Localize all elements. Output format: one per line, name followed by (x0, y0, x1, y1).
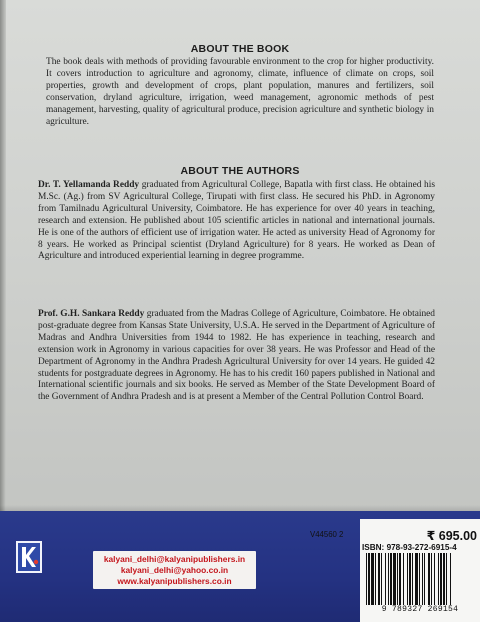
about-book-heading: ABOUT THE BOOK (190, 43, 290, 55)
author1-name: Dr. T. Yellamanda Reddy (38, 180, 140, 190)
about-authors-heading: ABOUT THE AUTHORS (180, 165, 300, 177)
contact-email-1[interactable]: kalyani_delhi@kalyanipublishers.in (103, 554, 246, 564)
barcode-digits: 9 789327 269154 (381, 605, 459, 614)
contact-website[interactable]: www.kalyanipublishers.co.in (117, 576, 232, 586)
about-book-text: The book deals with methods of providing favourable environment to the crop for higher productivity. It covers introduction to agriculture and agronomy, climate, influence of climate on crops, soil properties, growth and development of crops, plant population, manures and fertilizers, soil conservation, dryland agriculture, irrigation, weed management, agronomic methods of pest management, harvesting, quality of agricultural produce, precision agriculture and synthetic biology in agriculture. (46, 57, 434, 127)
author2-name: Prof. G.H. Sankara Reddy (38, 309, 145, 319)
author1-text: graduated from Agricultural College, Bapatla with first class. He obtained his M.Sc. (Ag.) from SV Agricultural College, Tirupati with first class. He secured his PhD. in Agronomy from Tamilnadu Agricultural University, Coimbatore. He has experience for over 40 years in teaching, research and extension. He published about 105 scientific articles in national and international journals. He is one of the authors of efficient use of irrigation water. He acted as university Head of Agronomy for 8 years. He worked as Principal scientist (Dryland Agriculture) for 8 years. He worked as Dean of Agriculture and introduced experiential learning in degree programme. (38, 180, 435, 262)
author2-bio (38, 309, 435, 404)
price: ₹ 695.00 (426, 529, 477, 543)
isbn: ISBN: 978-93-272-6915-4 (362, 543, 457, 552)
barcode-icon (364, 553, 476, 608)
author2-text: graduated from the Madras College of Agriculture, Coimbatore. He obtained post-graduate degree from Kansas State University, U.S.A. He served in the Department of Agriculture of Madras and Andhra Universities from 1944 to 1982. He has experience in teaching, research and extension work in Agronomy in various capacities for over 38 years. He was Professor and Head of the Department of Agronomy in the Andhra Pradesh Agricultural University for over 14 years. He guided 42 students for postgraduate degrees in Agronomy. He has to his credit 160 papers published in National and International scientific journals and six books. He served as Member of the State Development Board of the Government of Andhra Pradesh and is at present a Member of the Central Pollution Control Board. (38, 309, 435, 403)
author1-bio (38, 180, 435, 263)
kp-logo-icon (16, 541, 42, 573)
contact-email-2[interactable]: kalyani_delhi@yahoo.co.in (120, 565, 229, 575)
contact-box (93, 551, 256, 589)
catalog-code: V44560 2 (310, 530, 344, 539)
